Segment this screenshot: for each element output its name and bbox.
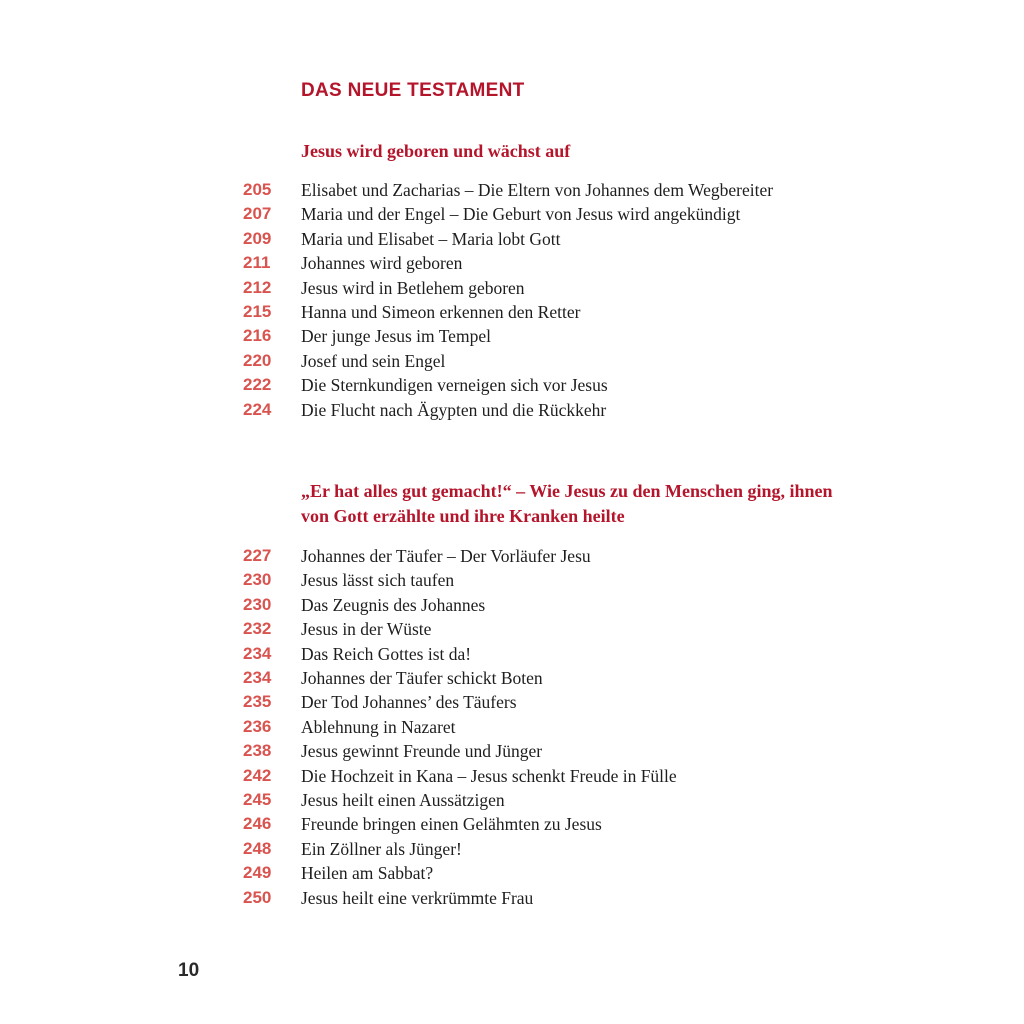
toc-entry-page: 246: [243, 814, 272, 834]
toc-entry: [0, 568, 821, 592]
toc-entry: [0, 739, 821, 763]
toc-entry-page: 248: [243, 838, 272, 858]
toc-entry-title: Johannes der Täufer – Der Vorläufer Jesu: [301, 546, 591, 566]
toc-entry-title: Hanna und Simeon erkennen den Retter: [301, 302, 581, 323]
toc-entry-title: Der Tod Johannes’ des Täufers: [301, 692, 517, 713]
toc-entry-page: 212: [243, 277, 272, 297]
toc-entry-title: Maria und der Engel – Die Geburt von Jesus wird angekündigt: [301, 204, 741, 225]
toc-entry-page: 242: [243, 765, 272, 785]
toc-entry: [0, 666, 821, 690]
section-title: DAS NEUE TESTAMENT: [301, 80, 525, 101]
toc-entry-title: Die Hochzeit in Kana – Jesus schenkt Freude in Fülle: [301, 765, 677, 786]
toc-entry: [0, 642, 821, 666]
group-title: Jesus wird geboren und wächst auf: [301, 141, 571, 161]
toc-entry-page: 209: [243, 228, 272, 248]
toc-entry-title: Johannes wird geboren: [301, 253, 463, 274]
toc-entry: [0, 837, 821, 861]
toc-entry-page: 211: [243, 253, 271, 273]
toc-entry-page: 220: [243, 350, 272, 370]
toc-entry-title: Jesus lässt sich taufen: [301, 570, 455, 591]
toc-entry-page: 230: [243, 570, 272, 590]
page-number: 10: [178, 960, 200, 981]
toc-entry: [0, 373, 821, 397]
toc-entry-page: 235: [243, 692, 272, 712]
toc-entry-title: Freunde bringen einen Gelähmten zu Jesus: [301, 814, 602, 835]
toc-entry-page: 234: [243, 643, 272, 663]
toc-entry-title: Jesus heilt einen Aussätzigen: [301, 790, 505, 811]
toc-entry: [0, 251, 821, 275]
toc-entry: [0, 764, 821, 788]
toc-entry: [0, 617, 821, 641]
toc-entry: [0, 300, 821, 324]
toc-entry: [0, 690, 821, 714]
toc-entry-page: 205: [243, 180, 272, 199]
toc-entry-title: Josef und sein Engel: [301, 350, 446, 371]
toc-entry-page: 250: [243, 887, 272, 907]
toc-entry-title: Jesus gewinnt Freunde und Jünger: [301, 741, 543, 762]
toc-entry: [0, 593, 821, 617]
toc-entry-page: 245: [243, 790, 272, 810]
toc-entry-title: Elisabet und Zacharias – Die Eltern von Johannes dem Wegbereiter: [301, 180, 774, 200]
toc-entry: [0, 812, 821, 836]
group-title: „Er hat alles gut gemacht!“ – Wie Jesus zu den Menschen ging, ihnen von Gott erzählte und ihre Kranken heilte: [301, 481, 833, 526]
toc-entry: [0, 324, 821, 348]
toc-entry-title: Jesus wird in Betlehem geboren: [301, 277, 525, 298]
toc-entry: [0, 544, 821, 568]
toc-entry-title: Maria und Elisabet – Maria lobt Gott: [301, 228, 561, 249]
toc-entry: [0, 178, 821, 202]
toc-entry-title: Jesus heilt eine verkrümmte Frau: [301, 887, 534, 908]
toc-entry-title: Das Reich Gottes ist da!: [301, 643, 472, 664]
toc-entry-page: 224: [243, 399, 272, 419]
toc-entry-title: Jesus in der Wüste: [301, 619, 432, 640]
toc-entry-title: Johannes der Täufer schickt Boten: [301, 668, 543, 689]
toc-entry-page: 215: [243, 302, 272, 322]
toc-entry: [0, 398, 821, 422]
toc-entry: [0, 861, 821, 885]
toc-entry-title: Die Flucht nach Ägypten und die Rückkehr: [301, 399, 607, 420]
toc-entry: [0, 349, 821, 373]
toc-list: [0, 544, 821, 910]
toc-entry: [0, 715, 821, 739]
toc-entry-page: 207: [243, 204, 272, 224]
toc-entry-page: 234: [243, 668, 272, 688]
toc-entry: [0, 276, 821, 300]
toc-entry-title: Ein Zöllner als Jünger!: [301, 838, 462, 859]
toc-entry-page: 216: [243, 326, 272, 346]
toc-entry-title: Der junge Jesus im Tempel: [301, 326, 491, 347]
toc-entry-title: Das Zeugnis des Johannes: [301, 594, 486, 615]
toc-entry-title: Heilen am Sabbat?: [301, 863, 434, 884]
toc-entry-page: 227: [243, 546, 272, 565]
toc-entry: [0, 788, 821, 812]
toc-list: [0, 178, 821, 422]
toc-entry-page: 238: [243, 741, 272, 761]
toc-entry-title: Ablehnung in Nazaret: [301, 716, 456, 737]
toc-entry-page: 236: [243, 716, 272, 736]
toc-entry-page: 230: [243, 594, 272, 614]
toc-entry: [0, 886, 821, 910]
toc-entry-page: 232: [243, 619, 272, 639]
toc-entry-title: Die Sternkundigen verneigen sich vor Jesus: [301, 375, 608, 396]
toc-entry: [0, 202, 821, 226]
toc-entry: [0, 227, 821, 251]
toc-entry-page: 249: [243, 863, 272, 883]
toc-entry-page: 222: [243, 375, 272, 395]
